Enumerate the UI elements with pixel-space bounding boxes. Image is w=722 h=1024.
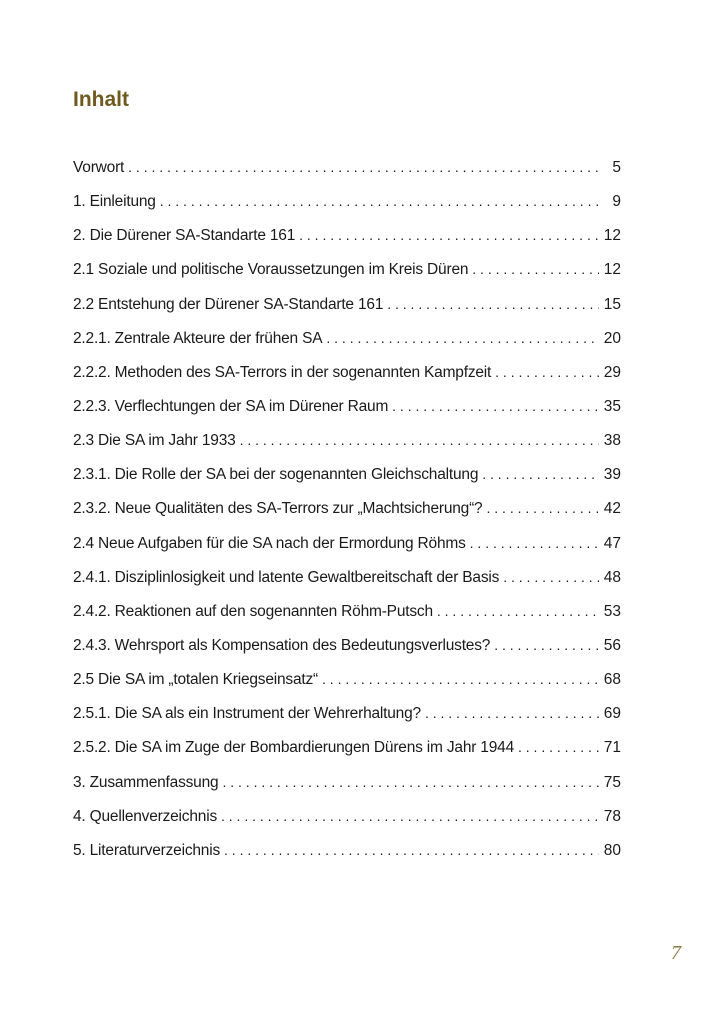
toc-dot-leader [299,218,599,252]
toc-entry[interactable] [73,765,621,799]
toc-entry[interactable] [73,696,621,730]
toc-entry[interactable] [73,833,621,867]
toc-entry-page: 38 [603,432,621,450]
toc-entry[interactable] [73,457,621,491]
toc-entry-title: 2.2 Entstehung der Dürener SA-Standarte 161 [73,295,384,313]
toc-entry-title: 2.4.3. Wehrsport als Kompensation des Bedeutungsverlustes? [73,636,491,654]
toc-entry-page: 12 [603,227,621,245]
toc-entry-page: 39 [603,466,621,484]
toc-entry-title: 2.5 Die SA im „totalen Kriegseinsatz“ [73,671,319,689]
toc-entry[interactable] [73,560,621,594]
toc-dot-leader [472,252,599,286]
toc-entry-title: 2.3.1. Die Rolle der SA bei der sogenannten Gleichschaltung [73,466,479,484]
toc-dot-leader [486,491,599,525]
toc-entry-page: 47 [603,534,621,552]
toc-entry[interactable] [73,662,621,696]
toc-entry[interactable] [73,287,621,321]
toc-entry-title: 2.2.2. Methoden des SA-Terrors in der sogenannten Kampfzeit [73,363,492,381]
toc-entry-title: Vorwort [73,159,125,176]
toc-entry-title: 2.4.1. Disziplinlosigkeit und latente Gewaltbereitschaft der Basis [73,568,500,586]
toc-dot-leader [221,799,599,833]
toc-entry[interactable] [73,730,621,764]
toc-entry-title: 2.5.2. Die SA im Zuge der Bombardierungen Dürens im Jahr 1944 [73,739,514,757]
toc-entry[interactable] [73,355,621,389]
toc-entry-page: 71 [603,739,621,757]
toc-entry-title: 2.3.2. Neue Qualitäten des SA-Terrors zur „Machtsicherung“? [73,500,483,518]
toc-entry-page: 35 [603,397,621,415]
toc-entry-title: 4. Quellenverzeichnis [73,807,217,825]
toc-dot-leader [437,594,599,628]
toc-dot-leader [494,628,599,662]
toc-entry-page: 80 [603,841,621,859]
toc-dot-leader [128,150,599,184]
toc-entry[interactable] [73,594,621,628]
toc-entry-page: 15 [603,295,621,313]
toc-dot-leader [482,457,599,491]
toc-entry-page: 53 [603,602,621,620]
toc-entry-page: 20 [603,329,621,347]
toc-dot-leader [322,662,599,696]
toc-dot-leader [240,423,599,457]
page-heading: Inhalt [73,88,129,111]
toc-entry-page: 75 [603,773,621,791]
toc-dot-leader [392,389,599,423]
toc-entry-title: 1. Einleitung [73,193,156,211]
toc-dot-leader [495,355,599,389]
toc-entry-title: 2. Die Dürener SA-Standarte 161 [73,227,296,245]
toc-entry-title: 2.4 Neue Aufgaben für die SA nach der Ermordung Röhms [73,534,466,552]
toc-dot-leader [387,287,599,321]
toc-entry-page: 68 [603,671,621,689]
toc-entry[interactable] [73,218,621,252]
toc-entry[interactable] [73,423,621,457]
toc-entry[interactable] [73,184,621,218]
toc-entry[interactable] [73,389,621,423]
toc-dot-leader [160,184,599,218]
toc-entry[interactable] [73,799,621,833]
toc-entry[interactable] [73,150,621,184]
toc-entry[interactable] [73,628,621,662]
toc-dot-leader [326,321,599,355]
toc-entry-page: 5 [612,159,621,176]
toc-entry[interactable] [73,252,621,286]
toc-entry-page: 9 [612,193,621,211]
toc-entry-title: 2.3 Die SA im Jahr 1933 [73,432,236,450]
toc-entry-title: 2.2.3. Verflechtungen der SA im Dürener Raum [73,397,389,415]
toc-entry-page: 12 [603,261,621,279]
toc-entry[interactable] [73,491,621,525]
toc-entry-page: 48 [603,568,621,586]
toc-entry-title: 5. Literaturverzeichnis [73,841,221,859]
toc-entry-page: 56 [603,636,621,654]
toc-entry-title: 3. Zusammenfassung [73,773,219,791]
toc-entry-page: 29 [603,363,621,381]
toc-entry-title: 2.1 Soziale und politische Voraussetzungen im Kreis Düren [73,261,469,279]
toc-entry-page: 69 [603,705,621,723]
toc-entry[interactable] [73,526,621,560]
toc-dot-leader [222,765,599,799]
toc-entry-title: 2.2.1. Zentrale Akteure der frühen SA [73,329,323,347]
toc-dot-leader [224,833,599,867]
toc-entry-title: 2.4.2. Reaktionen auf den sogenannten Röhm-Putsch [73,602,433,620]
toc-dot-leader [470,526,599,560]
toc-dot-leader [503,560,599,594]
toc-dot-leader [425,696,599,730]
table-of-contents [73,150,621,867]
toc-entry-title: 2.5.1. Die SA als ein Instrument der Wehrerhaltung? [73,705,421,723]
toc-entry-page: 78 [603,807,621,825]
page-number: 7 [671,942,681,964]
toc-entry-page: 42 [603,500,621,518]
toc-dot-leader [518,730,599,764]
toc-entry[interactable] [73,321,621,355]
